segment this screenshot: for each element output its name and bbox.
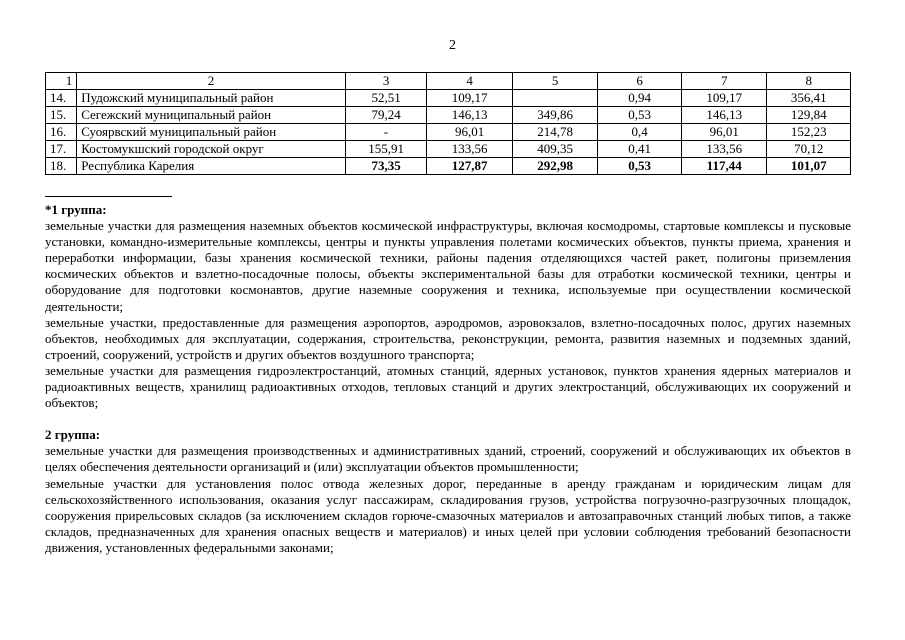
row-number: 14. [46,90,77,107]
value-cell: 0,53 [598,107,682,124]
value-cell: 133,56 [681,141,767,158]
table-row-total [46,158,851,175]
page-number: 2 [449,38,456,53]
header-cell: 4 [427,73,513,90]
value-cell: 0,4 [598,124,682,141]
row-number: 17. [46,141,77,158]
spacer [45,411,851,427]
footnote-separator [45,196,172,197]
value-cell: 155,91 [345,141,427,158]
value-cell: 133,56 [427,141,513,158]
value-cell: 117,44 [681,158,767,175]
header-cell: 1 [46,73,77,90]
group1-item: земельные участки, предоставленные для размещения аэропортов, аэродромов, аэровокзалов, взлетно-посадочных полос, других наземных объектов, необходимых для эксплуатации, содержания, строительства, реконструкции, ремонта, развития наземных и подземных зданий, строений, сооружений, устройств и других объектов воздушного транспорта; [45,314,851,362]
row-number: 18. [46,158,77,175]
value-cell: 129,84 [767,107,851,124]
value-cell: 152,23 [767,124,851,141]
footnotes [45,202,851,556]
group2-item: земельные участки для размещения производственных и административных зданий, строений, сооружений и обслуживающих их объектов в целях обеспечения деятельности организаций и (или) эксплуатации объектов промышленности; [45,443,851,475]
value-cell: 101,07 [767,158,851,175]
value-cell: 52,51 [345,90,427,107]
value-cell: 146,13 [681,107,767,124]
value-cell: - [345,124,427,141]
header-cell: 2 [77,73,346,90]
value-cell: 109,17 [681,90,767,107]
district-name: Суоярвский муниципальный район [77,124,346,141]
value-cell: 96,01 [681,124,767,141]
group1-item: земельные участки для размещения гидроэлектростанций, атомных станций, ядерных установок, пунктов хранения ядерных материалов и радиоактивных веществ, хранилищ радиоактивных отходов, тепловых станций и других электростанций, обслуживающих их сооружений и объектов; [45,362,851,411]
value-cell: 127,87 [427,158,513,175]
value-cell: 0,53 [598,158,682,175]
district-name: Костомукшский городской округ [77,141,346,158]
header-cell: 7 [681,73,767,90]
header-cell: 6 [598,73,682,90]
table-header-row [46,73,851,90]
value-cell: 292,98 [512,158,598,175]
table-row [46,90,851,107]
data-table [45,72,851,175]
value-cell: 349,86 [512,107,598,124]
header-cell: 8 [767,73,851,90]
group2-heading: 2 группа: [45,427,101,443]
value-cell: 146,13 [427,107,513,124]
district-name: Республика Карелия [77,158,346,175]
district-name: Сегежский муниципальный район [77,107,346,124]
table-row [46,107,851,124]
value-cell: 109,17 [427,90,513,107]
group1-item: земельные участки для размещения наземных объектов космической инфраструктуры, включая космодромы, стартовые комплексы и пусковые установки, командно-измерительные комплексы, центры и пункты управления полетами космических объектов, пункты приема, хранения и переработки информации, базы хранения космической техники, районы падения отделяющихся частей ракет, полигоны приземления космических объектов и взлетно-посадочные полосы, объекты экспериментальной базы для отработки космической техники, центры и оборудование для подготовки космонавтов, другие наземные сооружения и техника, используемые при осуществлении космической деятельности; [45,218,851,314]
table-row [46,124,851,141]
group2-item: земельные участки для установления полос отвода железных дорог, переданные в аренду гражданам и юридическим лицам для сельскохозяйственного использования, оказания услуг пассажирам, складирования грузов, устройства погрузочно-разгрузочных площадок, сооружения прирельсовых складов (за исключением складов горюче-смазочных материалов и автозаправочных станций любых типов, а также складов, предназначенных для хранения опасных веществ и материалов) и иных целей при условии соблюдения требований безопасности движения, установленных федеральными законами; [45,475,851,555]
value-cell: 356,41 [767,90,851,107]
value-cell: 73,35 [345,158,427,175]
value-cell: 70,12 [767,141,851,158]
row-number: 15. [46,107,77,124]
value-cell: 96,01 [427,124,513,141]
group1-heading: *1 группа: [45,202,107,217]
value-cell: 79,24 [345,107,427,124]
value-cell: 0,41 [598,141,682,158]
value-cell [512,90,598,107]
header-cell: 3 [345,73,427,90]
value-cell: 409,35 [512,141,598,158]
row-number: 16. [46,124,77,141]
district-name: Пудожский муниципальный район [77,90,346,107]
header-cell: 5 [512,73,598,90]
table-row [46,141,851,158]
value-cell: 0,94 [598,90,682,107]
value-cell: 214,78 [512,124,598,141]
